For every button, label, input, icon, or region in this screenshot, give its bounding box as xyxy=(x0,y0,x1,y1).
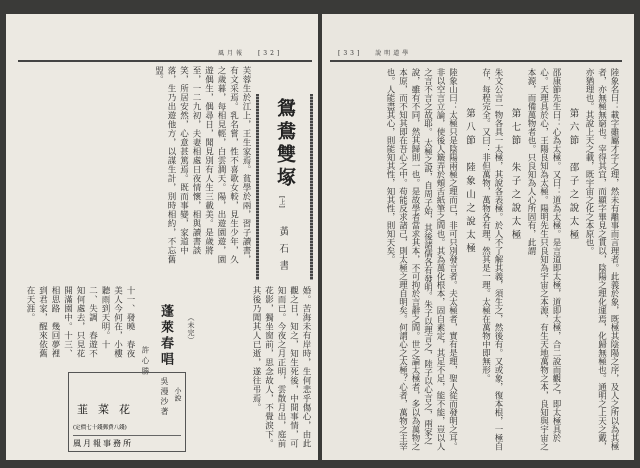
section-title: 陸象山之說太極 xyxy=(464,162,475,257)
story-body-continued: 婚。苦海未有岸時，生何悲乎傷心，由此觀之日，知之，知生死後，中間事情，可知而已。今夜之月正明，雲散月出，庭前花影，獨坐窗前，思念故人，不覺淚下。其後乃聞其人已逝，遂往弔焉。 xyxy=(251,286,311,448)
section-heading-6 xyxy=(566,68,579,452)
section-number: 第七節 xyxy=(509,108,521,149)
magazine-name: 風月報 xyxy=(218,50,246,57)
section-heading-8 xyxy=(463,68,476,452)
title-border-right xyxy=(310,94,313,280)
right-page xyxy=(322,14,634,460)
ad-publisher: 風月報事務所 xyxy=(73,435,181,449)
right-page-header xyxy=(338,48,411,57)
header-rule xyxy=(330,60,622,62)
section-text: 邵康節先生曰：心為太極。又曰：道為太極。是言道即太極，道即太極，合二說而觀之，即太極具於心。天理具於心，王陽良知為太極。陽明先生只良知為宇宙之本源，有生天地萬物之本，良知與宇宙之本源，而備萬物者也。只良知為人心所固有，此謂 xyxy=(526,68,561,451)
intro-text: 陸象名曰：載字雖屬才字之理，然未有離事而言理者。此義於象，既極其陰陽之序，及人之所以為其極者，亦無極無窮也。宰得其宜，而顯字畢見之貫以，陰陽之理化運焉，化歸無極也。通明之上天之戴，亦猶理也。其說上天之載，既宇宙之化之本原也。 xyxy=(584,68,619,451)
section-heading-7 xyxy=(508,68,521,452)
left-page-header xyxy=(218,48,282,57)
left-page xyxy=(6,14,318,460)
book-advertisement xyxy=(68,372,186,452)
article-body-more: 太極之說，自周子始，其後諸儒各有發明。朱子以理言之，陸子以心言之，兩家之說，雖有不同，然其歸則一也。是故學者當求其本，不可拘於言辭之間。世之論太極者，多以為萬物之本原，而不知其即在吾心之中。苟能反求諸己，則太極之理自明矣。何謂心之太極？心者，萬物之主宰也。人能盡其心，則能知其性，知其性，則知天矣。 xyxy=(385,68,433,451)
article-body xyxy=(330,68,620,452)
story-title: 鴛鴦雙塚 xyxy=(274,98,296,190)
section-title: 朱子之說太極 xyxy=(509,162,521,243)
poem-title: 蓬萊春唱 xyxy=(158,304,173,368)
page-number: [33] xyxy=(338,50,363,57)
ad-category: 小說 xyxy=(174,387,182,402)
section-text: 陸象山曰：太極只是陰陽兩極之理而已，非可只別發言者。夫太極者，實有是理，聖人從而發明之耳。非以空言立論，使後人簸弄於頰舌紙筆之間也。其為萬化根本，固自素定，其足不足，能不能，豈以人之言不言之故耶。 xyxy=(422,68,458,451)
title-border-left xyxy=(256,94,259,280)
poem-lines: 十一、發曉 春夜美人今何在，小樓聽雨到天明。十二、失調 春遊不知何處去，只見花開滿園中。十三、相思路 幾回夢裡到君家，醒來依舊在天涯。 xyxy=(25,286,135,358)
page-number: [32] xyxy=(257,50,283,57)
section-number: 第六節 xyxy=(567,108,579,149)
story-part: [上] xyxy=(278,196,285,209)
poem-author: 許心勝 xyxy=(141,346,150,378)
header-rule xyxy=(18,60,312,62)
ad-author: 吳漫沙著 xyxy=(160,377,169,417)
end-mark: （未完） xyxy=(187,314,195,344)
ad-price: (定價七十錢郵費八錢) xyxy=(73,425,127,431)
section-number: 第八節 xyxy=(464,108,475,149)
running-title: 說明道學 xyxy=(375,50,412,57)
ad-title: 韮菜花 xyxy=(77,403,140,416)
section-text: 朱文公言一物各具一太極，其說各表極。於人不了解其義，須生之，然後有。又或象，復本根，一極自存，每程完全。又曰：非但萬物，萬物各有理，然其是一理。太極在萬物中即無形。 xyxy=(480,68,503,451)
section-title: 邵子之說太極 xyxy=(567,162,579,243)
story-author: 黃石書 xyxy=(277,226,288,277)
story-body: 芙蓉生於江上，王生家焉。貧學於兩，習子讀書，有文采焉。乳名嘗，性不喜歌女較，見生少年，久之歲暮，每相見輕，白雲澗天。陽，出遊園遊，園遊偶生，偶尋日，聞見別有人生三載美。是歲將至，一二九初，夫妻相處日夜情懷，相與讀書談笑，所居安然，心意甚篤焉。既而事變，家道中落，生乃出遊他方，以謀生計，別時相約，不忘舊盟。 xyxy=(153,66,251,264)
